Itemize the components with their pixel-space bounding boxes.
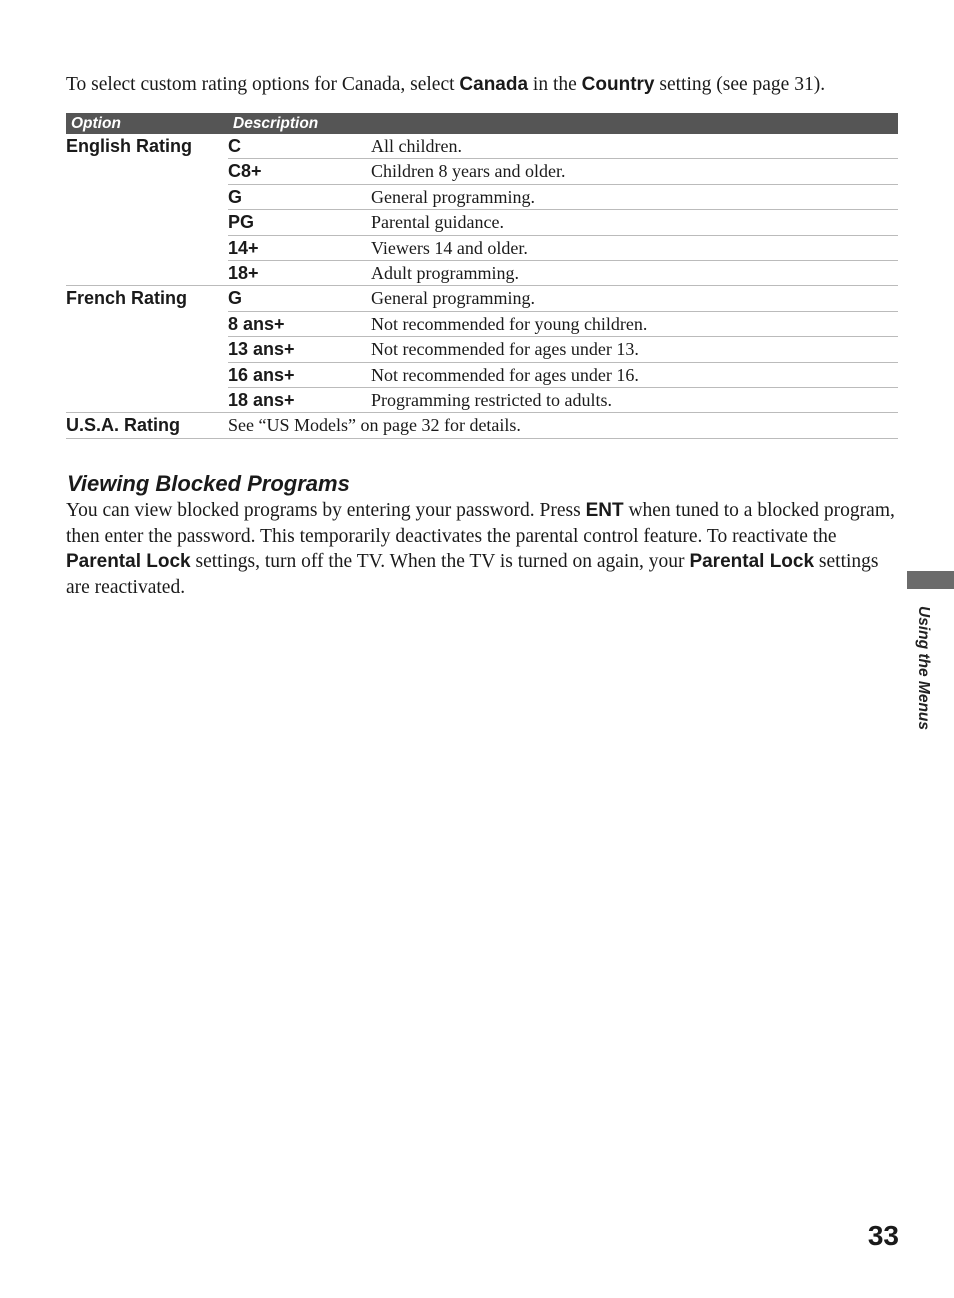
rating-code: 8 ans+	[228, 313, 285, 334]
rating-code: 18 ans+	[228, 389, 295, 410]
rating-description: Not recommended for ages under 16.	[371, 364, 639, 385]
rating-description: Not recommended for young children.	[371, 313, 648, 334]
page-number: 33	[867, 1220, 899, 1251]
section-paragraph	[66, 498, 896, 600]
table-row	[66, 337, 898, 362]
rating-code: C	[228, 136, 241, 156]
table-header	[66, 113, 898, 134]
row-option: French Rating	[66, 288, 188, 309]
rating-code: 18+	[228, 262, 259, 283]
header-option: Option	[71, 115, 121, 132]
table-row	[66, 134, 898, 159]
intro-paragraph	[66, 72, 906, 98]
rating-code: G	[228, 186, 243, 207]
rating-description: General programming.	[371, 186, 535, 207]
para-text-2: when tuned to a blocked program, then enter the password. This temporarily deactivates the parental control feature. To reactivate the	[66, 500, 895, 547]
rating-code: C8+	[228, 161, 262, 182]
parental-lock-keyword: Parental Lock	[66, 551, 191, 572]
usa-rating-option: U.S.A. Rating	[66, 415, 181, 436]
rating-options-table	[66, 113, 898, 439]
rating-code: G	[228, 288, 243, 309]
rating-description: Children 8 years and older.	[371, 161, 566, 182]
rating-description: Programming restricted to adults.	[371, 389, 612, 410]
rating-code: 16 ans+	[228, 364, 295, 385]
canada-keyword: Canada	[459, 74, 529, 95]
table-row	[66, 261, 898, 286]
country-keyword: Country	[581, 74, 655, 95]
intro-text-2: in the	[528, 74, 582, 95]
rating-code: PG	[228, 212, 255, 233]
rating-description: Parental guidance.	[371, 212, 504, 233]
section-title: Viewing Blocked Programs	[67, 471, 350, 496]
rating-description: General programming.	[371, 288, 535, 309]
table-row	[66, 210, 898, 235]
rating-code: 13 ans+	[228, 339, 295, 360]
table-row	[66, 236, 898, 261]
rating-code: 14+	[228, 237, 259, 258]
table-row	[66, 159, 898, 184]
rating-description: Not recommended for ages under 13.	[371, 339, 639, 360]
intro-text-1: To select custom rating options for Canada, select	[66, 74, 460, 95]
side-section-label: Using the Menus	[915, 606, 932, 731]
intro-text-3: setting (see page 31).	[654, 74, 826, 95]
table-row	[66, 312, 898, 337]
table-row	[66, 185, 898, 210]
para-text-4: settings are reactivated.	[66, 551, 879, 598]
parental-lock-keyword-2: Parental Lock	[689, 551, 815, 572]
table-row	[66, 388, 898, 413]
row-option: English Rating	[66, 136, 192, 156]
ent-keyword: ENT	[585, 500, 624, 521]
table-row	[66, 363, 898, 388]
header-description: Description	[233, 115, 319, 132]
table-row	[66, 286, 898, 311]
para-text-3: settings, turn off the TV. When the TV is turned on again, your	[190, 551, 690, 572]
usa-rating-description: See “US Models” on page 32 for details.	[228, 415, 521, 436]
side-tab-marker	[907, 571, 954, 589]
rating-description: All children.	[371, 136, 462, 156]
rating-description: Viewers 14 and older.	[371, 237, 528, 258]
table-body	[66, 134, 898, 413]
para-text-1: You can view blocked programs by entering your password. Press	[66, 500, 586, 521]
rating-description: Adult programming.	[371, 262, 519, 283]
row-divider	[66, 438, 898, 439]
table-row-usa	[66, 413, 898, 438]
